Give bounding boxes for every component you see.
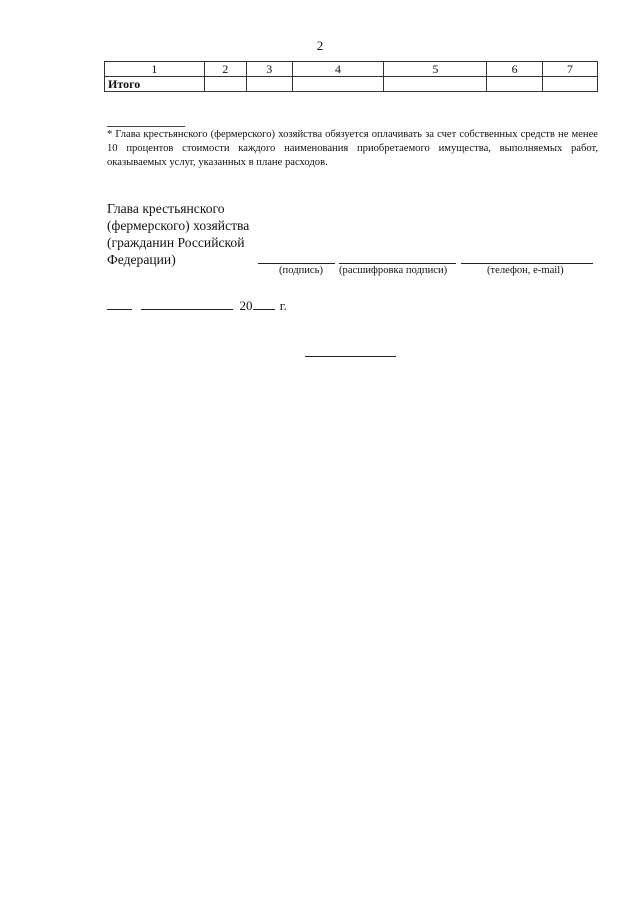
- column-number-3: 3: [246, 62, 292, 77]
- table-cell: [384, 77, 487, 92]
- table-cell: [204, 77, 246, 92]
- table-row-total: [105, 77, 598, 92]
- table-cell: [246, 77, 292, 92]
- table-cell: [487, 77, 543, 92]
- column-number-6: 6: [487, 62, 543, 77]
- footnote: [107, 128, 598, 170]
- contact-caption: (телефон, e-mail): [487, 265, 564, 276]
- signature-decryption-line: [339, 263, 456, 264]
- signature-decryption-caption: (расшифровка подписи): [339, 265, 448, 276]
- year-suffix: г.: [279, 298, 287, 313]
- day-blank: [107, 297, 132, 310]
- page-number: 2: [316, 38, 324, 53]
- total-label: Итого: [105, 77, 205, 92]
- signer-title: Глава крестьянского (фермерского) хозяйства (гражданин Российской Федерации): [107, 201, 250, 267]
- footnote-marker: *: [107, 129, 113, 140]
- table-cell: [543, 77, 598, 92]
- date-line: [107, 297, 287, 314]
- table-header-row: [105, 62, 598, 77]
- column-number-2: 2: [204, 62, 246, 77]
- signature-line: [258, 263, 335, 264]
- contact-line: [461, 263, 593, 264]
- year-prefix: 20: [239, 298, 253, 313]
- end-separator: [305, 356, 396, 357]
- year-blank: [253, 297, 275, 310]
- totals-table: [104, 61, 598, 92]
- signature-caption: (подпись): [279, 265, 323, 276]
- table-cell: [292, 77, 384, 92]
- column-number-5: 5: [384, 62, 487, 77]
- footnote-text: Глава крестьянского (фермерского) хозяйства обязуется оплачивать за счет собственных средств не менее 10 процентов стоимости каждого наименования приобретаемого имущества, выполняемых работ, оказываемых услуг, указанных в плане расходов.: [107, 129, 598, 168]
- column-number-4: 4: [292, 62, 384, 77]
- month-blank: [141, 297, 233, 310]
- column-number-7: 7: [543, 62, 598, 77]
- footnote-separator: [107, 126, 185, 127]
- column-number-1: 1: [105, 62, 205, 77]
